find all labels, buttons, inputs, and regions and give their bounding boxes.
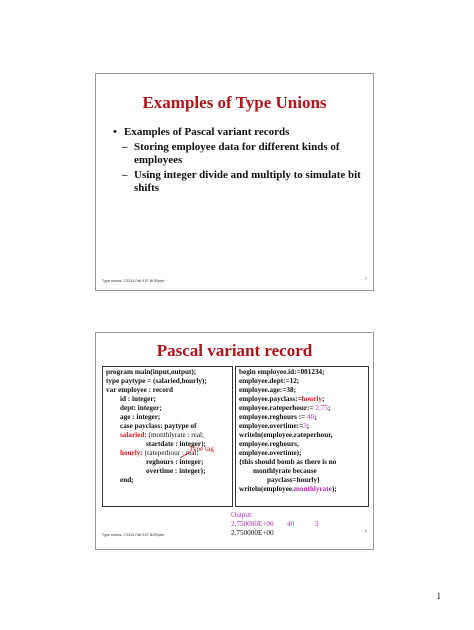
code-line: [239, 395, 365, 404]
code-fragment: );: [331, 485, 337, 493]
code-line: [239, 413, 365, 422]
code-fragment: employee.payclass:=: [239, 395, 302, 403]
type-tag-annotation: Type tag: [189, 445, 214, 453]
code-line: [106, 431, 229, 440]
code-value-highlight: monthlyrate: [293, 485, 332, 493]
slide-footer: Type unions, CS314 Fall 01© BGRyder: [102, 533, 165, 537]
code-line: end;: [120, 476, 134, 484]
code-line: employee.dept:=12;: [239, 377, 300, 385]
code-line: employee.age:=38;: [239, 386, 296, 394]
dash-marker: –: [122, 169, 128, 181]
code-fragment: ;: [321, 395, 325, 403]
code-line: type paytype = (salaried,hourly);: [106, 377, 207, 385]
bullet-item: • Examples of Pascal variant records: [112, 126, 363, 139]
code-line: age : integer;: [120, 413, 161, 421]
code-line: payclass=hourly}: [267, 476, 320, 484]
code-line: startdate : integer);: [146, 440, 206, 448]
code-fragment: employee.rateperhour:=: [239, 404, 316, 412]
code-line: overtime : integer);: [146, 467, 206, 475]
output-value: 40: [287, 520, 295, 528]
code-line: begin employee.id:=001234;: [239, 368, 325, 376]
slide-title: Examples of Type Unions: [142, 93, 327, 112]
code-line: reghours : integer;: [146, 458, 204, 466]
slide-number: 2: [364, 528, 367, 533]
sub-bullet-text: Using integer divide and multiply to simulate bit shifts: [134, 169, 361, 194]
code-fragment: employee.overtime:=: [239, 422, 304, 430]
code-fragment: ;: [306, 422, 310, 430]
variant-tag-salaried: salaried:: [120, 431, 147, 439]
code-line: id : integer;: [120, 395, 156, 403]
sub-bullet-text: Storing employee data for different kinds of employees: [134, 141, 340, 166]
code-value-highlight: 2.75: [315, 404, 328, 412]
program-output: [231, 511, 319, 538]
code-line: monthlyrate because: [253, 467, 317, 475]
code-value-highlight: 3: [303, 422, 307, 430]
sub-bullet-item: [112, 141, 363, 167]
code-fragment: (rateperhour : real;: [144, 449, 199, 457]
slide-number: 7: [364, 276, 367, 281]
slide-title: Pascal variant record: [156, 341, 313, 360]
bullet-list: [112, 126, 363, 195]
code-line: [239, 485, 365, 494]
code-fragment: ;: [327, 404, 331, 412]
code-fragment: ;: [314, 413, 317, 421]
code-line: [239, 422, 365, 431]
code-value-highlight: 40: [307, 413, 315, 421]
code-fragment: (monthlyrate : real;: [148, 431, 205, 439]
variant-tag-hourly: hourly:: [120, 449, 143, 457]
code-line: case payclass: paytype of: [120, 422, 197, 430]
dash-marker: –: [122, 141, 128, 153]
code-line: program main(input,output);: [106, 368, 197, 376]
output-value: 2.750000E+00: [231, 520, 274, 528]
page-number: 1: [436, 591, 441, 601]
code-box-statements: [235, 366, 369, 507]
code-line: var employee : record: [106, 386, 173, 394]
code-line: employee.reghours,: [239, 440, 299, 448]
code-line: [239, 404, 365, 413]
code-line: employee.overtime);: [239, 449, 302, 457]
output-line: 2.750000E+00: [231, 529, 274, 537]
code-fragment: writeln(employee.: [239, 485, 294, 493]
slide-pascal-variant-record: [95, 332, 374, 550]
sub-bullet-item: [112, 169, 363, 195]
code-value-highlight: hourly: [301, 395, 322, 403]
code-line: dept: integer;: [120, 404, 162, 412]
code-box-declarations: [102, 366, 233, 507]
output-label: Output:: [231, 511, 253, 519]
output-line: [231, 520, 319, 529]
code-line: {this should bomb as there is no: [239, 458, 337, 466]
output-value: 3: [315, 520, 319, 528]
code-fragment: employee.reghours :=: [239, 413, 308, 421]
slide-footer: Type unions, CS314 Fall 01© BGRyder: [102, 279, 165, 283]
code-line: writeln(employee.rateperhour,: [239, 431, 333, 439]
slide-examples-of-type-unions: [95, 73, 374, 291]
